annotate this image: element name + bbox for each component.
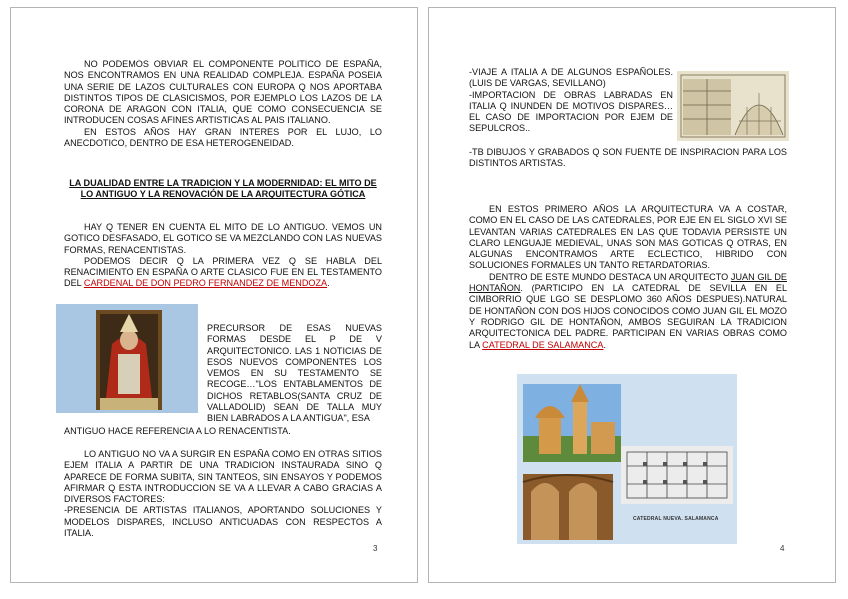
section-title: LA DUALIDAD ENTRE LA TRADICION Y LA MODERNIDAD: EL MITO DE LO ANTIGUO Y LA RENOVACIÓN DE LA ARQUITECTURA GÓTICA (69, 178, 377, 200)
juan-gil-de-hontanon-name: JUAN GIL DE HONTAÑON (469, 271, 787, 294)
paragraph-cathedrals: EN ESTOS PRIMERO AÑOS LA ARQUITECTURA VA A COSTAR, COMO EN EL CASO DE LAS CATEDRALES, POR EJE EN EL SIGLO XVI SE LEVANTAN VARIAS CATEDRALES EN LAS QUE TODAVIA PERSISTE UN CLARO LENGUAJE MEDIEVAL, UNAS SON MAS GOTICAS Q OTRAS, EN ALGUNAS ENCONTRAMOS ARTE ECLECTICO, HIBRIDO CON SOLUCIONES FORMALES UN TANTO RETARDATORIAS. (469, 204, 787, 271)
precursor-text (207, 323, 382, 425)
paragraph-luxury: EN ESTOS AÑOS HAY GRAN INTERES POR EL LUJO, LO ANECDOTICO, DENTRO DE ESA HETEROGENEIDAD. (64, 126, 382, 149)
factors-text (64, 449, 382, 539)
paragraph-testament: PODEMOS DECIR Q LA PRIMERA VEZ Q SE HABLA DEL RENACIMIENTO EN ESPAÑA O ARTE CLASICO FUE EN EL TESTAMENTO DEL CARDENAL DE DON PEDRO FERNANDEZ DE MENDOZA. (64, 255, 382, 289)
paragraph-antiquity: LO ANTIGUO NO VA A SURGIR EN ESPAÑA COMO EN OTRAS SITIOS EJEM ITALIA A PARTIR DE UNA TRADICION INSTAURADA SINO Q APARECE DE FORMA SUBITA, SIN TANTEOS, SIN ENSAYOS Y PODEMOS AFIRMAR Q ESTA INTRODUCCION SE VA A LLEVAR A CABO GRACIAS A DIVERSOS FACTORES: (64, 449, 382, 505)
cathedrals-text (469, 204, 787, 351)
paragraph-renaissance-ref: ANTIGUO HACE REFERENCIA A LO RENACENTISTA. (64, 426, 291, 436)
image-caption: CATEDRAL NUEVA. SALAMANCA (633, 516, 719, 522)
cardinal-portrait-image (56, 304, 198, 413)
list-item-travel: -VIAJE A ITALIA A DE ALGUNOS ESPAÑOLES. (LUIS DE VARGAS, SEVILLANO) (469, 67, 673, 89)
paragraph-myth: HAY Q TENER EN CUENTA EL MITO DE LO ANTIGUO. VEMOS UN GOTICO DESFASADO, EL GOTICO SE VA MEZCLANDO CON LAS NUEVAS FORMAS, RENACENTISTAS. (64, 222, 382, 255)
factors-list (469, 67, 673, 135)
precursor-continued (64, 426, 382, 437)
page-number: 4 (780, 544, 785, 553)
document-page-3 (10, 7, 418, 583)
paragraph-italian-artists: -PRESENCIA DE ARTISTAS ITALIANOS, APORTANDO SOLUCIONES Y MODELOS DISPARES, INCLUSO ANTICUADAS CON RESPECTOS A ITALIA. (64, 505, 382, 539)
list-item-drawings: -TB DIBUJOS Y GRABADOS Q SON FUENTE DE INSPIRACION PARA LOS DISTINTOS ARTISTAS. (469, 147, 787, 169)
paragraph-precursor: PRECURSOR DE ESAS NUEVAS FORMAS DESDE EL P DE V ARQUITECTONICO. LAS 1 NOTICIAS DE ESOS NUEVOS COMPONENTES LOS VEMOS EN SU TESTAMENTO SE RECOGE…"LOS ENTABLAMENTOS DE DICHOS RETABLOS(SANTA CRUZ DE VALLADOLID) SEAN DE TALLA MUY BIEN LABRADOS A LA ANTIGUA", ESA (207, 323, 382, 424)
paragraph-political: NO PODEMOS OBVIAR EL COMPONENTE POLITICO DE ESPAÑA, NOS ENCONTRAMOS EN UNA REALIDAD COMPLEJA. ESPAÑA POSEIA UNA SERIE DE LAZOS CULTURALES CON EUROPA Q NOS APORTABA DISTINTOS TIPOS DE CLASICISMOS, POR EJEMPLO LOS LAZOS DE LA CORONA DE ARAGON CON ITALIA, QUE COMO CONSECUENCIA SE INTRODUCEN COSAS AFINES ARTISTICAS AL PAIS ITALIANO. (64, 59, 382, 126)
list-item-imports: -IMPORTACION DE OBRAS LABRADAS EN ITALIA Q INUNDEN DE MOTIVOS DISPARES…EL CASO DE IMPORTACION POR EJEM DE SEPULCROS.. (469, 89, 673, 134)
myth-text (64, 222, 382, 290)
intro-text (64, 59, 382, 149)
cardinal-mendoza-link[interactable]: CARDENAL DE DON PEDRO FERNANDEZ DE MENDOZA (83, 278, 328, 289)
architectural-engraving-image (677, 71, 789, 141)
salamanca-cathedral-image (517, 374, 737, 544)
factors-list-continued (469, 147, 787, 170)
document-page-4 (428, 7, 836, 583)
catedral-salamanca-link[interactable]: CATEDRAL DE SALAMANCA (482, 339, 604, 350)
paragraph-hontanon: DENTRO DE ESTE MUNDO DESTACA UN ARQUITECTO JUAN GIL DE HONTAÑON. (PARTICIPO EN LA CATEDRAL DE SEVILLA EN EL CIMBORRIO QUE LGO SE DESPLOMO 360 AÑOS DESPUES).NATURAL DE HONTAÑON CON DOS HIJOS CONOCIDOS COMO JUAN GIL EL MOZO Y RODRIGO GIL DE HONTAÑON, AMBOS SEGUIRAN LA TRADICION ARQUITECTONICA DEL PADRE. PARTICIPAN EN VARIAS OBRAS COMO LA CATEDRAL DE SALAMANCA. (469, 271, 787, 350)
page-number: 3 (373, 544, 378, 553)
